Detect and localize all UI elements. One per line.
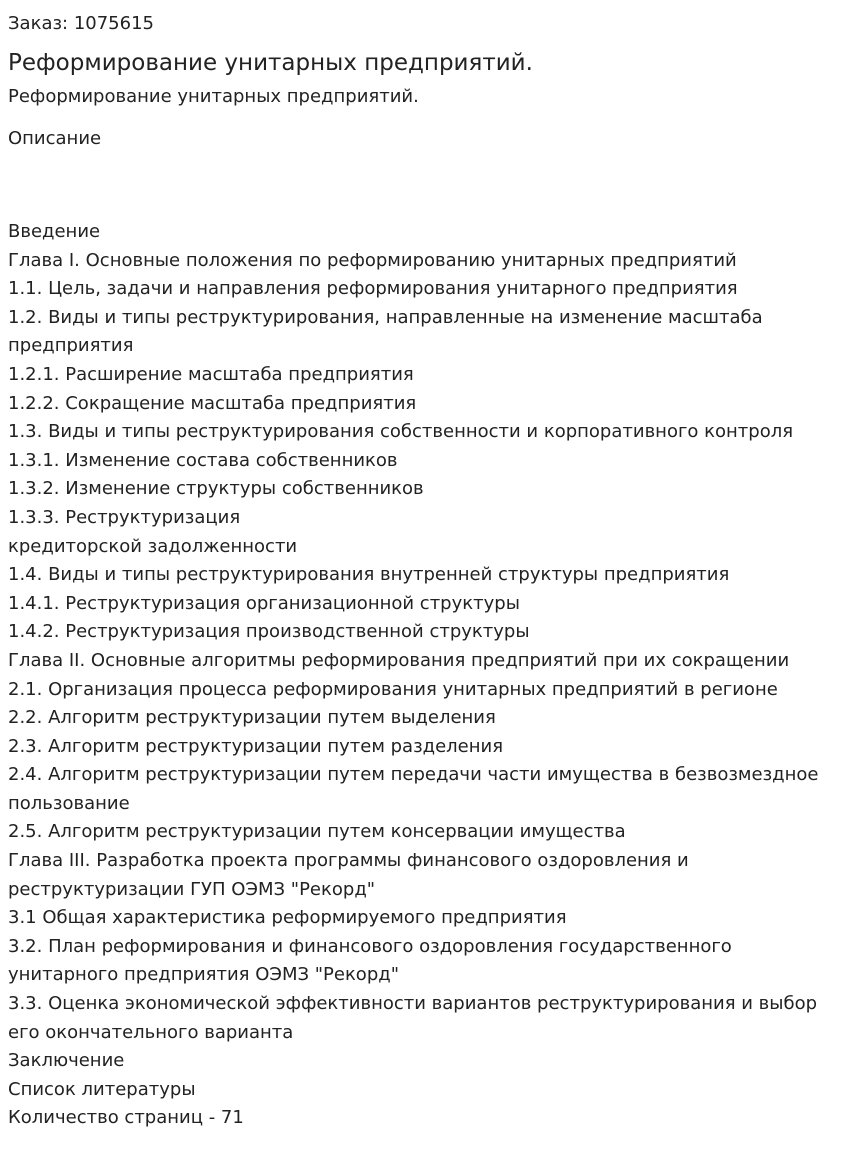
toc-item: Количество страниц - 71	[8, 1107, 244, 1129]
page-subtitle: Реформирование унитарных предприятий.	[8, 86, 419, 107]
toc-item: 3.2. План реформирования и финансового оздоровления государственного унитарного предприятия ОЭМЗ "Рекорд"	[8, 935, 732, 986]
toc-item: 1.2.1. Расширение масштаба предприятия	[8, 363, 414, 385]
toc-item: 1.2. Виды и типы реструктурирования, направленные на изменение масштаба предприятия	[8, 306, 763, 357]
toc-item: Глава II. Основные алгоритмы реформирования предприятий при их сокращении	[8, 649, 790, 671]
toc-item: 2.5. Алгоритм реструктуризации путем консервации имущества	[8, 821, 626, 843]
toc-item: 1.1. Цель, задачи и направления реформирования унитарного предприятия	[8, 278, 738, 300]
toc-item: 2.2. Алгоритм реструктуризации путем выделения	[8, 707, 496, 729]
toc-item: 2.3. Алгоритм реструктуризации путем разделения	[8, 735, 504, 757]
toc-item: 1.3.3. Реструктуризация	[8, 506, 241, 528]
toc-item: 2.4. Алгоритм реструктуризации путем передачи части имущества в безвозмездное пользование	[8, 764, 819, 814]
toc-item: Введение	[8, 221, 101, 242]
toc-item: Глава III. Разработка проекта программы финансового оздоровления и реструктуризации ГУП ОЭМЗ "Рекорд"	[8, 850, 689, 900]
toc-item: 3.1 Общая характеристика реформируемого предприятия	[8, 907, 567, 929]
toc-item: 1.3. Виды и типы реструктурирования собственности и корпоративного контроля	[8, 421, 794, 443]
toc-item: 1.3.1. Изменение состава собственников	[8, 449, 398, 471]
description-heading: Описание	[8, 128, 102, 149]
toc-item: 1.4.1. Реструктуризация организационной структуры	[8, 592, 520, 614]
toc-item: Глава I. Основные положения по реформированию унитарных предприятий	[8, 249, 737, 271]
toc-item: 1.3.2. Изменение структуры собственников	[8, 478, 424, 500]
table-of-contents	[8, 218, 839, 1133]
page-title: Реформирование унитарных предприятий.	[8, 50, 533, 76]
toc-item: 2.1. Организация процесса реформирования унитарных предприятий в регионе	[8, 678, 778, 700]
toc-item: 1.2.2. Сокращение масштаба предприятия	[8, 392, 417, 414]
toc-item: 1.4.2. Реструктуризация производственной структуры	[8, 621, 530, 643]
toc-item: Список литературы	[8, 1078, 196, 1100]
toc-item: 1.4. Виды и типы реструктурирования внутренней структуры предприятия	[8, 564, 730, 586]
order-number: Заказ: 1075615	[8, 13, 154, 34]
toc-item: 3.3. Оценка экономической эффективности вариантов реструктурирования и выбор его окончательного варианта	[8, 993, 818, 1043]
toc-item: Заключение	[8, 1050, 125, 1072]
toc-item: кредиторской задолженности	[8, 535, 298, 557]
